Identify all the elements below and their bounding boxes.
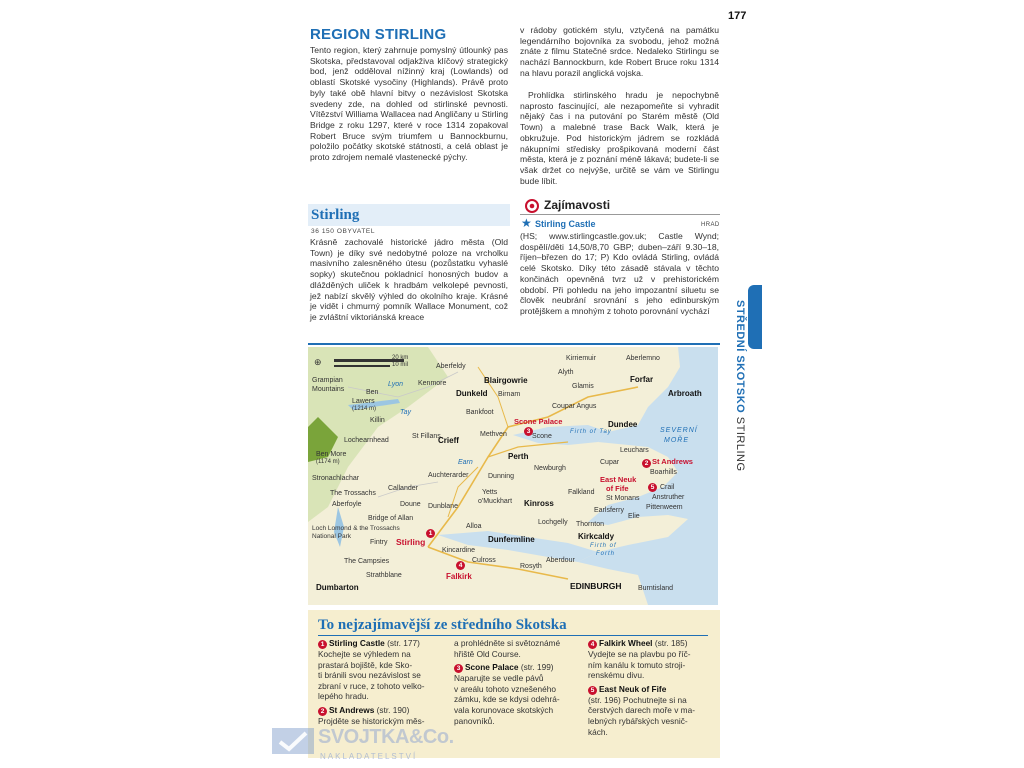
watermark-sub: NAKLADATELSTVÍ bbox=[320, 752, 418, 761]
highlight-2-ref: (str. 190) bbox=[376, 704, 410, 715]
place-forfar: Forfar bbox=[630, 375, 654, 384]
place-strathblane: Strathblane bbox=[366, 572, 402, 579]
highlight-3-line-b: v areálu tohoto vznešeného bbox=[454, 683, 556, 694]
place-leuchars: Leuchars bbox=[620, 447, 649, 454]
highlights-col-3 bbox=[588, 638, 716, 737]
scale-bar-mi bbox=[334, 365, 390, 367]
highlight-3-number: 3 bbox=[454, 664, 463, 673]
highlight-3-ref: (str. 199) bbox=[520, 662, 554, 673]
place-perth: Perth bbox=[508, 452, 529, 461]
highlight-2-line-c: hřiště Old Course. bbox=[454, 648, 521, 659]
highlight-3-line-e: panovníků. bbox=[454, 715, 495, 726]
watermark-check-icon bbox=[272, 728, 314, 754]
place-east-neuk: East Neuk bbox=[600, 475, 637, 484]
highlight-1-line-a: Kochejte se výhledem na bbox=[318, 649, 411, 659]
place-methven: Methven bbox=[480, 431, 507, 438]
place-scone-palace: Scone Palace bbox=[514, 417, 563, 426]
map-top-rule bbox=[308, 343, 720, 345]
place-alloa: Alloa bbox=[466, 523, 482, 530]
highlight-5-line-c: lebných rybářských vesnič- bbox=[588, 715, 688, 726]
place-glamis: Glamis bbox=[572, 383, 594, 390]
place-st-andrews: St Andrews bbox=[652, 457, 693, 466]
map-marker-2: 2 bbox=[642, 459, 651, 468]
place-falkirk: Falkirk bbox=[446, 572, 472, 581]
place-aberlemno: Aberlemno bbox=[626, 355, 660, 362]
place-ben-more-height: (1174 m) bbox=[316, 459, 340, 465]
place-arbroath: Arbroath bbox=[668, 389, 702, 398]
place-tay-river: Tay bbox=[400, 409, 412, 416]
right-paragraph-1: v rádoby gotickém stylu, vztyčená na památku legendárního bojovníka za svobodu, jehož možná znáte z filmu Statečné srdce. Nedaleko Stirlingu se nachází Bannockburn, kde Robert Bruce roku 1314 na hlavu porazil anglická vojska. bbox=[520, 25, 719, 78]
place-dumbarton: Dumbarton bbox=[316, 583, 359, 592]
place-newburgh: Newburgh bbox=[534, 465, 566, 472]
place-aberfeldy: Aberfeldy bbox=[436, 363, 466, 370]
stirling-heading: Stirling bbox=[311, 207, 360, 223]
place-bridge-of-allan: Bridge of Allan bbox=[368, 515, 414, 522]
place-pittenweem: Pittenweem bbox=[646, 504, 683, 511]
place-of-fife: of Fife bbox=[606, 484, 629, 493]
place-muckhart: o'Muckhart bbox=[478, 498, 513, 505]
place-anstruther: Anstruther bbox=[652, 494, 685, 501]
map-marker-4: 4 bbox=[456, 561, 465, 570]
place-dunning: Dunning bbox=[488, 473, 515, 480]
place-blairgowrie: Blairgowrie bbox=[484, 376, 528, 385]
place-thornton: Thornton bbox=[576, 521, 605, 528]
place-yetts: Yetts bbox=[482, 489, 498, 496]
highlight-5-line-b: čerstvých darech moře v ma- bbox=[588, 705, 695, 716]
sea-label-1: SEVERNÍ bbox=[660, 427, 698, 434]
place-st-monans: St Monans bbox=[606, 495, 640, 502]
place-aberdour: Aberdour bbox=[546, 557, 575, 564]
star-icon: ★ bbox=[521, 216, 532, 230]
sights-icon bbox=[525, 199, 539, 213]
place-scone: Scone bbox=[532, 433, 552, 440]
sea-label-2: MOŘE bbox=[664, 437, 689, 444]
place-coupar-angus: Coupar Angus bbox=[552, 403, 597, 410]
place-grampian: Grampian bbox=[312, 377, 343, 384]
highlight-3-name: Scone Palace bbox=[465, 662, 519, 673]
highlight-4-line-a: Vydejte se na plavbu po říč- bbox=[588, 649, 691, 659]
highlight-4-line-c: renskému divu. bbox=[588, 670, 645, 681]
place-callander: Callander bbox=[388, 485, 418, 492]
highlight-3-line-a: Naparujte se vedle pávů bbox=[454, 673, 544, 684]
highlight-1-line-c: ti bránili svou nezávislost se bbox=[318, 670, 421, 681]
highlight-1-line-e: lepého hradu. bbox=[318, 691, 369, 702]
place-campsies: The Campsies bbox=[344, 558, 390, 565]
scale-km-label: 20 km bbox=[392, 355, 409, 361]
place-dunfermline: Dunfermline bbox=[488, 535, 535, 544]
place-edinburgh: EDINBURGH bbox=[570, 581, 622, 591]
place-dunkeld: Dunkeld bbox=[456, 389, 488, 398]
place-cupar: Cupar bbox=[600, 459, 620, 466]
place-crail: Crail bbox=[660, 484, 675, 491]
castle-paragraph: (HS; www.stirlingcastle.gov.uk; Castle Wynd; dospělí/děti 14,50/8,70 GBP; duben–září 9.30–18, říjen–březen do 17; P) Kdo ovládá Stirling, ovládá celé Skotsko. Díky této zásadě stávala v těchto končinách opevněná tvrz už v prehistorickém období. Při pohledu na jeho impozantní siluetu se člověk neubrání srovnání s jeho edinburským protějškem a mnohým z tohoto porovnání vychází bbox=[520, 231, 719, 316]
scale-mi-label: 10 mil bbox=[392, 362, 409, 368]
place-dunblane: Dunblane bbox=[428, 503, 458, 510]
highlight-4-number: 4 bbox=[588, 640, 597, 649]
place-crieff: Crieff bbox=[438, 436, 459, 445]
place-mountains: Mountains bbox=[312, 386, 345, 393]
place-aberfoyle: Aberfoyle bbox=[332, 501, 362, 508]
publisher-watermark bbox=[272, 722, 454, 768]
place-auchterarder: Auchterarder bbox=[428, 472, 469, 479]
highlight-1-name: Stirling Castle bbox=[329, 638, 385, 648]
highlight-2-name: St Andrews bbox=[329, 704, 375, 715]
highlight-5-number: 5 bbox=[588, 686, 597, 695]
place-dundee: Dundee bbox=[608, 420, 638, 429]
highlight-1-ref: (str. 177) bbox=[387, 638, 420, 648]
place-kirkcaldy: Kirkcaldy bbox=[578, 532, 615, 541]
castle-name: Stirling Castle bbox=[535, 219, 596, 229]
place-killin: Killin bbox=[370, 417, 385, 424]
highlight-1-title bbox=[318, 638, 448, 649]
map-marker-1: 1 bbox=[426, 529, 435, 538]
highlights-col-2 bbox=[454, 638, 582, 726]
firth-tay-label: Firth of Tay bbox=[570, 429, 612, 435]
highlight-4-line-b: ním kanálu k tomuto stroji- bbox=[588, 659, 686, 670]
place-ben-lawers: Ben bbox=[366, 389, 379, 396]
place-rosyth: Rosyth bbox=[520, 563, 542, 570]
highlight-2-number: 2 bbox=[318, 707, 327, 716]
highlights-title-rule bbox=[318, 635, 708, 636]
place-ben-lawers-2: Lawers bbox=[352, 398, 375, 405]
highlight-1-number: 1 bbox=[318, 640, 327, 649]
highlights-col-1 bbox=[318, 638, 448, 727]
place-ben-lawers-height: (1214 m) bbox=[352, 406, 377, 412]
region-map bbox=[308, 347, 718, 605]
place-kenmore: Kenmore bbox=[418, 380, 447, 387]
north-arrow-icon: ⊕ bbox=[314, 357, 322, 367]
place-boarhills: Boarhills bbox=[650, 469, 677, 476]
right-paragraph-2: Prohlídka stirlinského hradu je nepochybně naprosto fascinující, ale nezapomeňte si vyhradit nějaký čas i na putování po Starém městě (Old Town) a malebné trase Back Walk, která je obkružuje. Pod historickým jádrem se rozkládá nákupními středisky prošpikovaná moderní část města, která je z poznání méně lákavá; budete-li se však držet co nejvýše, určitě se vám ve Stirlingu bude líbit. bbox=[520, 90, 719, 186]
highlight-1-line-d: zbraní v ruce, z tohoto velko- bbox=[318, 680, 425, 691]
highlight-1-line-b: prastará bojiště, kde Sko- bbox=[318, 659, 413, 670]
place-lochearnhead: Lochearnhead bbox=[344, 437, 389, 444]
highlight-4-title bbox=[588, 638, 716, 649]
highlight-5-name: East Neuk of Fife bbox=[599, 683, 667, 694]
highlight-5-title bbox=[588, 684, 716, 695]
highlight-3-line-d: vala korunovace skotských bbox=[454, 704, 554, 715]
highlight-2-title bbox=[318, 705, 448, 716]
firth-forth-label-2: Forth bbox=[596, 551, 616, 557]
place-trossachs: The Trossachs bbox=[330, 490, 376, 497]
place-kinross: Kinross bbox=[524, 499, 554, 508]
place-falkland: Falkland bbox=[568, 489, 595, 496]
highlight-5-line-d: kách. bbox=[588, 726, 608, 737]
highlight-4-ref: (str. 185) bbox=[654, 638, 688, 648]
place-culross: Culross bbox=[472, 557, 496, 564]
chapter-running-title bbox=[722, 300, 752, 470]
place-lochgelly: Lochgelly bbox=[538, 519, 568, 526]
place-stirling: Stirling bbox=[396, 537, 426, 547]
highlight-5-line-a: (str. 196) Pochutnejte si na bbox=[588, 694, 687, 705]
place-fintry: Fintry bbox=[370, 539, 388, 546]
place-earn-river: Earn bbox=[458, 459, 473, 466]
place-alyth: Alyth bbox=[558, 369, 574, 376]
highlight-2-line-a: Projděte se historickým měs- bbox=[318, 715, 425, 726]
chapter-title-light: STIRLING bbox=[734, 416, 746, 472]
population-label: 36 150 OBYVATEL bbox=[311, 228, 376, 235]
place-earlsferry: Earlsferry bbox=[594, 507, 624, 514]
place-kirriemuir: Kirriemuir bbox=[566, 355, 596, 362]
place-elie: Elie bbox=[628, 513, 640, 520]
region-heading: REGION STIRLING bbox=[310, 26, 447, 43]
firth-forth-label-1: Firth of bbox=[590, 543, 617, 549]
place-burntisland: Burntisland bbox=[638, 585, 674, 592]
region-paragraph: Tento region, který zahrnuje pomyslný útlounký pas Skotska, představoval odjakživa klíčový strategický bod, jenž odděloval nížinný kraj (Lowlands) od oblastí Skotské vysočiny (Highlands). Právě proto byly také obě hlavní bitvy o nezávislost Skotska svedeny zde, na dohled od stirlinské pevnosti. Vítězství Williama Wallacea nad Angličany u Stirling Bridge z roku 1297, které v roce 1314 zopakoval Robert Bruce svým triumfem u Bannockburnu, položilo počátky skotské státnosti, a celá oblast je proto zdrojem nemalé vlastenecké pýchy. bbox=[310, 45, 508, 163]
castle-type: HRAD bbox=[701, 222, 720, 228]
chapter-title-bold: STŘEDNÍ SKOTSKO bbox=[734, 300, 746, 414]
place-stronachlachar: Stronachlachar bbox=[312, 475, 360, 482]
place-lyon-river: Lyon bbox=[388, 381, 404, 388]
sights-heading: Zajímavosti bbox=[544, 198, 611, 212]
place-loch-lomond: Loch Lomond & the Trossachs bbox=[312, 525, 400, 532]
place-bankfoot: Bankfoot bbox=[466, 409, 494, 416]
sights-rule bbox=[520, 214, 720, 215]
watermark-brand: SVOJTKA&Co. bbox=[318, 726, 454, 748]
map-marker-3: 3 bbox=[524, 427, 533, 436]
map-marker-5: 5 bbox=[648, 483, 657, 492]
place-birnam: Birnam bbox=[498, 391, 521, 398]
place-ben-more: Ben More bbox=[316, 451, 347, 458]
highlight-2-line-b: a prohlédněte si světoznámé bbox=[454, 638, 561, 648]
highlight-4-name: Falkirk Wheel bbox=[599, 638, 653, 648]
highlight-3-line-c: zámku, kde se kdysi odehrá- bbox=[454, 694, 560, 705]
stirling-paragraph: Krásně zachovalé historické jádro města (Old Town) je díky své nedobytné poloze na vrcholku masivního zalesněného útesu (pozůstatku vyhaslé sopky) skutečnou pokladnicí honosných budov a dlážděných uliček k hradbám velkolepé pevnosti, jež nabízí skvělý výhled do okolního kraje. Krásné je vidět i chmurný pomník Wallace Monument, což je zvláštní viktoriánská kreace bbox=[310, 237, 508, 322]
place-doune: Doune bbox=[400, 501, 421, 508]
place-kincardine: Kincardine bbox=[442, 547, 476, 554]
highlights-title: To nejzajímavější ze středního Skotska bbox=[318, 617, 567, 633]
highlight-3-title bbox=[454, 662, 582, 673]
page-number: 177 bbox=[728, 10, 747, 22]
place-national-park: National Park bbox=[312, 533, 352, 540]
place-st-fillans: St Fillans bbox=[412, 433, 441, 440]
